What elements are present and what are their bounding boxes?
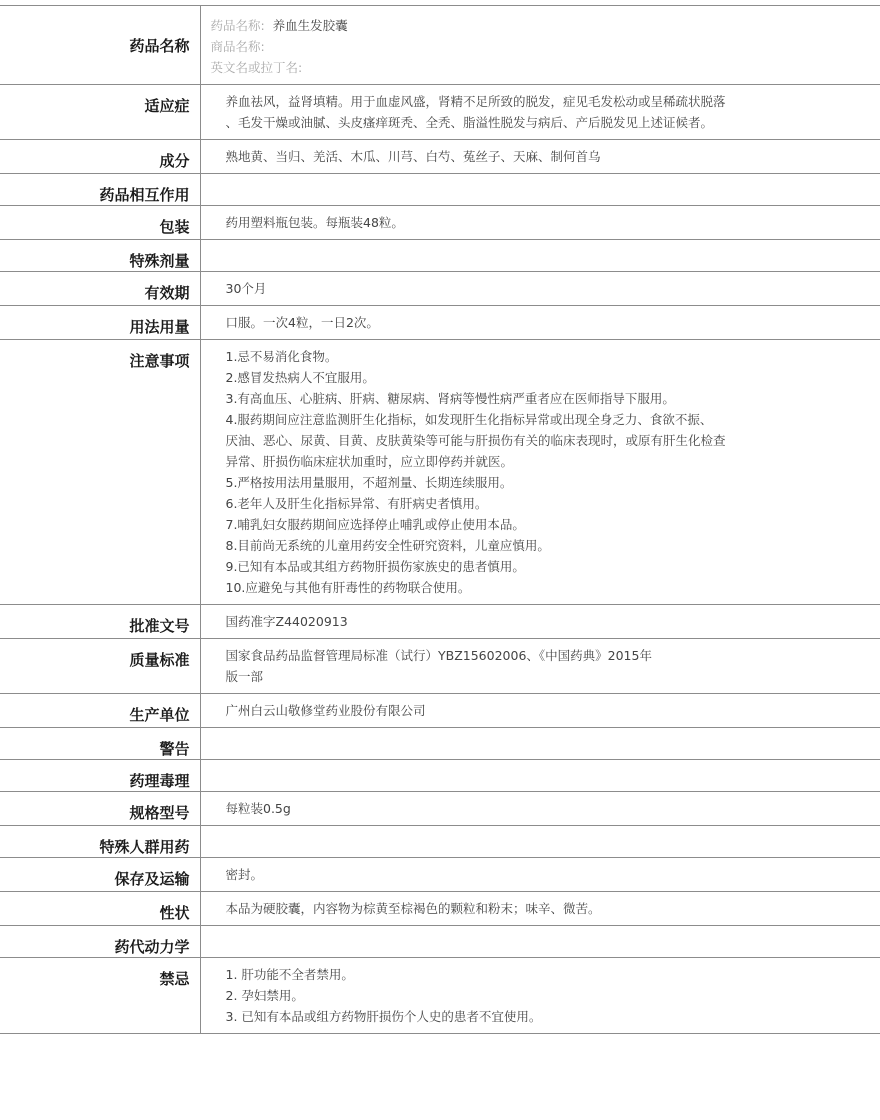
row-pharmacokinetics [0,926,880,958]
validity-label: 有效期 [0,272,200,306]
contraindication-item: 3. 已知有本品或组方药物肝损伤个人史的患者不宜使用。 [225,1009,542,1024]
precaution-item: 5.严格按用法用量服用，不超剂量、长期连续服用。 [225,475,513,490]
special-groups-label: 特殊人群用药 [0,826,200,858]
trade-name-key: 商品名称: [210,39,265,54]
approval-value: 国药准字Z44020913 [225,614,348,629]
quality-value [200,639,880,694]
precaution-item: 厌油、恶心、尿黄、目黄、皮肤黄染等可能与肝损伤有关的临床表现时，或原有肝生化检查 [225,433,726,448]
row-validity [0,272,880,306]
row-contraindications [0,958,880,1034]
toxicology-value [200,760,880,792]
row-toxicology [0,760,880,792]
quality-label: 质量标准 [0,639,200,694]
precaution-item: 8.目前尚无系统的儿童用药安全性研究资料，儿童应慎用。 [225,538,550,553]
drug-name-cell [200,6,880,85]
packaging-value: 药用塑料瓶包装。每瓶装48粒。 [225,215,404,230]
row-storage [0,858,880,892]
row-approval [0,605,880,639]
contraindications-label: 禁忌 [0,958,200,1034]
packaging-label: 包装 [0,206,200,240]
toxicology-label: 药理毒理 [0,760,200,792]
precaution-item: 7.哺乳妇女服药期间应选择停止哺乳或停止使用本品。 [225,517,525,532]
quality-line: 国家食品药品监督管理局标准（试行）YBZ15602006、《中国药典》2015年 [225,648,652,663]
special-dosage-value [200,240,880,272]
row-usage [0,306,880,340]
row-packaging [0,206,880,240]
indications-line: 养血祛风，益肾填精。用于血虚风盛，肾精不足所致的脱发，症见毛发松动或呈稀疏状脱落 [225,94,726,109]
drug-name-label: 药品名称 [0,6,200,85]
precaution-item: 1.忌不易消化食物。 [225,349,338,364]
quality-line: 版一部 [225,669,264,684]
row-quality [0,639,880,694]
special-groups-value [200,826,880,858]
drug-spec-table [0,5,880,1034]
row-ingredients [0,140,880,174]
specification-value: 每粒装0.5g [225,801,291,816]
specification-label: 规格型号 [0,792,200,826]
drug-name-key: 药品名称: [210,18,265,33]
precaution-item: 10.应避免与其他有肝毒性的药物联合使用。 [225,580,471,595]
warning-label: 警告 [0,728,200,760]
contraindication-item: 1. 肝功能不全者禁用。 [225,967,354,982]
row-specification [0,792,880,826]
row-special-groups [0,826,880,858]
precautions-label: 注意事项 [0,340,200,605]
english-name-key: 英文名或拉丁名: [210,60,303,75]
row-description [0,892,880,926]
special-dosage-label: 特殊剂量 [0,240,200,272]
warning-value [200,728,880,760]
contraindications-value [200,958,880,1034]
row-interactions [0,174,880,206]
precaution-item: 异常、肝损伤临床症状加重时，应立即停药并就医。 [225,454,514,469]
contraindication-item: 2. 孕妇禁用。 [225,988,304,1003]
precaution-item: 4.服药期间应注意监测肝生化指标，如发现肝生化指标异常或出现全身乏力、食欲不振、 [225,412,713,427]
interactions-label: 药品相互作用 [0,174,200,206]
precautions-value [200,340,880,605]
storage-label: 保存及运输 [0,858,200,892]
ingredients-label: 成分 [0,140,200,174]
pharmacokinetics-label: 药代动力学 [0,926,200,958]
drug-name-line [211,15,871,36]
row-special-dosage [0,240,880,272]
indications-line: 、毛发干燥或油腻、头皮瘙痒斑秃、全秃、脂溢性脱发与病后、产后脱发见上述证候者。 [225,115,714,130]
approval-label: 批准文号 [0,605,200,639]
indications-value [200,85,880,140]
precaution-item: 6.老年人及肝生化指标异常、有肝病史者慎用。 [225,496,488,511]
storage-value: 密封。 [225,867,264,882]
precaution-item: 9.已知有本品或其组方药物肝损伤家族史的患者慎用。 [225,559,525,574]
description-value: 本品为硬胶囊，内容物为棕黄至棕褐色的颗粒和粉末；味辛、微苦。 [225,901,601,916]
usage-label: 用法用量 [0,306,200,340]
usage-value: 口服。一次4粒，一日2次。 [225,315,379,330]
manufacturer-value: 广州白云山敬修堂药业股份有限公司 [225,703,426,718]
indications-label: 适应症 [0,85,200,140]
row-indications [0,85,880,140]
precaution-item: 2.感冒发热病人不宜服用。 [225,370,375,385]
interactions-value [200,174,880,206]
row-manufacturer [0,694,880,728]
row-drug-name [0,6,880,85]
row-warning [0,728,880,760]
ingredients-value: 熟地黄、当归、羌活、木瓜、川芎、白芍、菟丝子、天麻、制何首乌 [225,149,601,164]
validity-value: 30个月 [225,281,267,296]
precaution-item: 3.有高血压、心脏病、肝病、糖尿病、肾病等慢性病严重者应在医师指导下服用。 [225,391,675,406]
description-label: 性状 [0,892,200,926]
drug-name-value: 养血生发胶囊 [272,18,348,33]
row-precautions [0,340,880,605]
manufacturer-label: 生产单位 [0,694,200,728]
pharmacokinetics-value [200,926,880,958]
